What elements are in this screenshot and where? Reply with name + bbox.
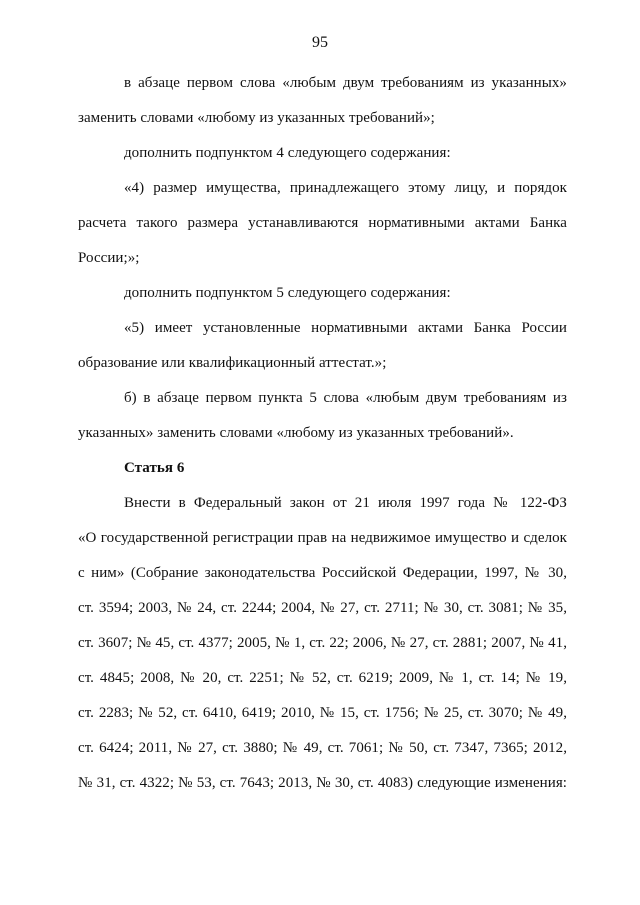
document-body — [78, 66, 567, 801]
paragraph-add-subclause-4 — [78, 136, 567, 171]
text-line: образование или квалификационный аттестат.»; — [78, 355, 387, 371]
text-line: ст. 6424; 2011, № 27, ст. 3880; № 49, ст. 7061; № 50, ст. 7347, 7365; 2012, — [78, 740, 567, 756]
article-paragraph — [78, 486, 567, 801]
text-line: № 31, ст. 4322; № 53, ст. 7643; 2013, № 30, ст. 4083) следующие изменения: — [78, 775, 567, 791]
text-line: в абзаце первом слова «любым двум требованиям из указанных» — [124, 75, 567, 91]
text-line: Внести в Федеральный закон от 21 июля 1997 года № 122-ФЗ — [124, 495, 567, 511]
article-heading: Статья 6 — [124, 460, 185, 476]
text-line: России;»; — [78, 250, 140, 266]
text-line: заменить словами «любому из указанных требований»; — [78, 110, 435, 126]
text-line: дополнить подпунктом 5 следующего содержания: — [124, 285, 451, 301]
paragraph-add-subclause-5 — [78, 276, 567, 311]
page-number: 95 — [312, 34, 328, 51]
text-line: «4) размер имущества, принадлежащего этому лицу, и порядок — [124, 180, 567, 196]
text-line: ст. 3607; № 45, ст. 4377; 2005, № 1, ст. 22; 2006, № 27, ст. 2881; 2007, № 41, — [78, 635, 567, 651]
text-line: ст. 4845; 2008, № 20, ст. 2251; № 52, ст. 6219; 2009, № 1, ст. 14; № 19, — [78, 670, 567, 686]
text-line: «О государственной регистрации прав на недвижимое имущество и сделок — [78, 530, 567, 546]
text-line: б) в абзаце первом пункта 5 слова «любым двум требованиям из — [124, 390, 567, 406]
text-line: с ним» (Собрание законодательства Российской Федерации, 1997, № 30, — [78, 565, 567, 581]
text-line: расчета такого размера устанавливаются нормативными актами Банка — [78, 215, 567, 231]
text-line: дополнить подпунктом 4 следующего содержания: — [124, 145, 451, 161]
paragraph-subclause-4 — [78, 171, 567, 276]
paragraph-amend-first-clause — [78, 66, 567, 136]
paragraph-clause-b — [78, 381, 567, 451]
text-line: указанных» заменить словами «любому из указанных требований». — [78, 425, 514, 441]
text-line: «5) имеет установленные нормативными актами Банка России — [124, 320, 567, 336]
text-line: ст. 3594; 2003, № 24, ст. 2244; 2004, № 27, ст. 2711; № 30, ст. 3081; № 35, — [78, 600, 567, 616]
paragraph-subclause-5 — [78, 311, 567, 381]
text-line: ст. 2283; № 52, ст. 6410, 6419; 2010, № 15, ст. 1756; № 25, ст. 3070; № 49, — [78, 705, 567, 721]
